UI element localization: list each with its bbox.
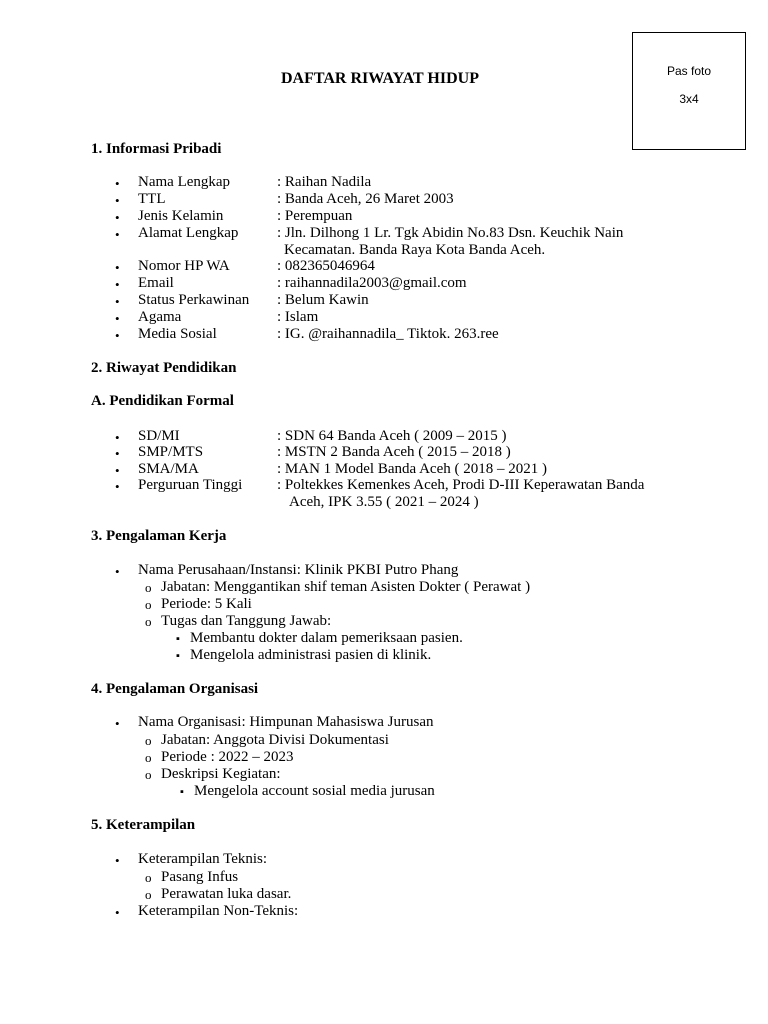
- field-value: : 082365046964: [277, 258, 375, 274]
- bullet: •: [115, 328, 120, 343]
- circle-marker: o: [145, 597, 152, 612]
- bullet: •: [115, 277, 120, 292]
- field-label: Alamat Lengkap: [138, 225, 239, 241]
- bullet: •: [115, 430, 120, 445]
- organization-position: Jabatan: Anggota Divisi Dokumentasi: [161, 732, 389, 748]
- organization-desc-label: Deskripsi Kegiatan:: [161, 766, 281, 782]
- organization-name: Nama Organisasi: Himpunan Mahasiswa Jurusan: [138, 714, 434, 730]
- nontechnical-skills-label: Keterampilan Non-Teknis:: [138, 903, 299, 919]
- circle-marker: o: [145, 767, 152, 782]
- work-duty: Membantu dokter dalam pemeriksaan pasien.: [190, 630, 463, 646]
- field-label: SMP/MTS: [138, 444, 204, 460]
- technical-skill: Perawatan luka dasar.: [161, 886, 292, 902]
- bullet: •: [115, 716, 120, 731]
- bullet: •: [115, 463, 120, 478]
- work-period: Periode: 5 Kali: [161, 596, 252, 612]
- square-marker: ▪: [176, 650, 180, 662]
- field-label: SMA/MA: [138, 461, 199, 477]
- field-value: : MAN 1 Model Banda Aceh ( 2018 – 2021 ): [277, 461, 547, 477]
- bullet: •: [115, 446, 120, 461]
- field-value: : MSTN 2 Banda Aceh ( 2015 – 2018 ): [277, 444, 511, 460]
- bullet: •: [115, 227, 120, 242]
- document-title: DAFTAR RIWAYAT HIDUP: [281, 70, 479, 87]
- subheading-formal-education: A. Pendidikan Formal: [91, 393, 234, 409]
- circle-marker: o: [145, 870, 152, 885]
- bullet: •: [115, 210, 120, 225]
- field-value: : Raihan Nadila: [277, 174, 372, 190]
- bullet: •: [115, 193, 120, 208]
- field-label: Media Sosial: [138, 326, 217, 342]
- square-marker: ▪: [176, 633, 180, 645]
- bullet: •: [115, 853, 120, 868]
- section-heading-work: 3. Pengalaman Kerja: [91, 528, 227, 544]
- field-label: TTL: [138, 191, 166, 207]
- field-value: : Banda Aceh, 26 Maret 2003: [277, 191, 454, 207]
- bullet: •: [115, 905, 120, 920]
- section-heading-education: 2. Riwayat Pendidikan: [91, 360, 237, 376]
- bullet: •: [115, 479, 120, 494]
- field-label: Nomor HP WA: [138, 258, 230, 274]
- field-value: : raihannadila2003@gmail.com: [277, 275, 467, 291]
- field-label: Nama Lengkap: [138, 174, 231, 190]
- field-value: : Poltekkes Kemenkes Aceh, Prodi D-III Keperawatan Banda: [277, 477, 645, 493]
- work-company: Nama Perusahaan/Instansi: Klinik PKBI Putro Phang: [138, 562, 459, 578]
- organization-period: Periode : 2022 – 2023: [161, 749, 294, 765]
- field-value: : Jln. Dilhong 1 Lr. Tgk Abidin No.83 Dsn. Keuchik Nain: [277, 225, 624, 241]
- technical-skills-label: Keterampilan Teknis:: [138, 851, 268, 867]
- circle-marker: o: [145, 733, 152, 748]
- work-duties-label: Tugas dan Tanggung Jawab:: [161, 613, 332, 629]
- section-heading-skills: 5. Keterampilan: [91, 817, 196, 833]
- field-value: : Belum Kawin: [277, 292, 369, 308]
- circle-marker: o: [145, 614, 152, 629]
- field-value: : SDN 64 Banda Aceh ( 2009 – 2015 ): [277, 428, 507, 444]
- circle-marker: o: [145, 750, 152, 765]
- section-heading-personal: 1. Informasi Pribadi: [91, 141, 222, 157]
- bullet: •: [115, 260, 120, 275]
- field-label: Perguruan Tinggi: [138, 477, 243, 493]
- bullet: •: [115, 294, 120, 309]
- bullet: •: [115, 564, 120, 579]
- circle-marker: o: [145, 580, 152, 595]
- square-marker: ▪: [180, 786, 184, 798]
- technical-skill: Pasang Infus: [161, 869, 239, 885]
- photo-placeholder: [632, 32, 746, 150]
- field-label: Agama: [138, 309, 182, 325]
- photo-label: Pas foto: [666, 64, 712, 78]
- work-position: Jabatan: Menggantikan shif teman Asisten Dokter ( Perawat ): [161, 579, 531, 595]
- field-label: Status Perkawinan: [138, 292, 250, 308]
- field-label: Email: [138, 275, 174, 291]
- circle-marker: o: [145, 887, 152, 902]
- field-value: : IG. @raihannadila_ Tiktok. 263.ree: [277, 326, 499, 342]
- work-duty: Mengelola administrasi pasien di klinik.: [190, 647, 432, 663]
- field-value-continued: Kecamatan. Banda Raya Kota Banda Aceh.: [284, 242, 546, 258]
- organization-activity: Mengelola account sosial media jurusan: [194, 783, 435, 799]
- field-value-continued: Aceh, IPK 3.55 ( 2021 – 2024 ): [289, 494, 479, 510]
- bullet: •: [115, 311, 120, 326]
- field-value: : Perempuan: [277, 208, 353, 224]
- section-heading-organization: 4. Pengalaman Organisasi: [91, 681, 259, 697]
- photo-size: 3x4: [679, 92, 699, 106]
- field-label: Jenis Kelamin: [138, 208, 224, 224]
- field-label: SD/MI: [138, 428, 180, 444]
- field-value: : Islam: [277, 309, 319, 325]
- bullet: •: [115, 176, 120, 191]
